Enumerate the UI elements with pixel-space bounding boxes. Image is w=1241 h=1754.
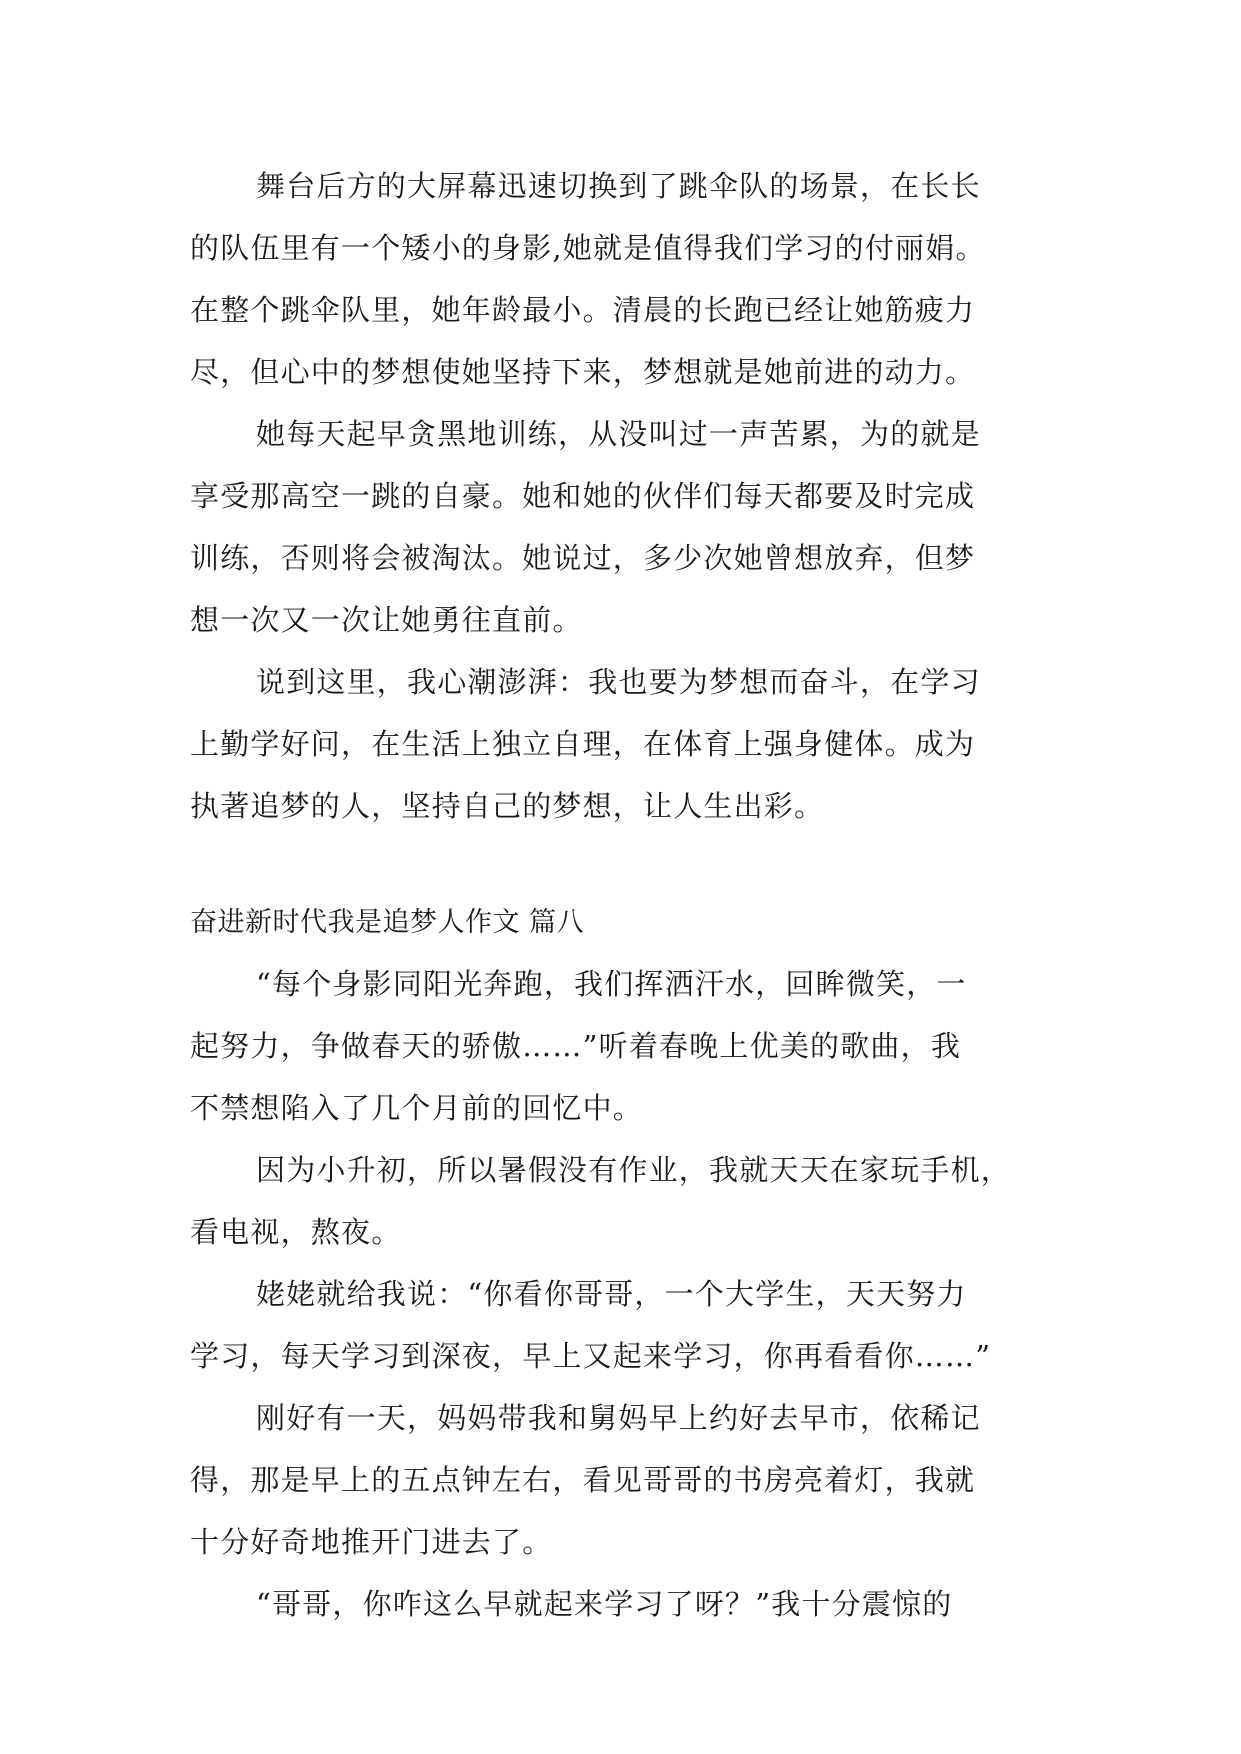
paragraph-line: 说到这里，我心潮澎湃：我也要为梦想而奋斗，在学习	[256, 665, 981, 699]
paragraph-line: 起努力，争做春天的骄傲……”听着春晚上优美的歌曲，我	[190, 1029, 962, 1063]
paragraph-line: 在整个跳伞队里，她年龄最小。清晨的长跑已经让她筋疲力	[190, 293, 976, 327]
paragraph-line: “哥哥，你咋这么早就起来学习了呀？”我十分震惊的	[256, 1587, 953, 1621]
paragraph-line: 舞台后方的大屏幕迅速切换到了跳伞队的场景，在长长	[256, 169, 981, 203]
paragraph-line: 执著追梦的人，坚持自己的梦想，让人生出彩。	[190, 789, 825, 823]
paragraph-line: 刚好有一天，妈妈带我和舅妈早上约好去早市，依稀记	[256, 1401, 981, 1435]
section-heading: 奋进新时代我是追梦人作文 篇八	[190, 907, 585, 938]
paragraph-line: 得，那是早上的五点钟左右，看见哥哥的书房亮着灯，我就	[190, 1463, 976, 1497]
paragraph-line: 想一次又一次让她勇往直前。	[190, 603, 583, 637]
paragraph-line: 学习，每天学习到深夜，早上又起来学习，你再看看你……”	[190, 1339, 992, 1373]
paragraph-line: 训练，否则将会被淘汰。她说过，多少次她曾想放弃，但梦	[190, 541, 976, 575]
paragraph-line: 她每天起早贪黑地训练，从没叫过一声苦累，为的就是	[256, 417, 981, 451]
paragraph-line: 不禁想陷入了几个月前的回忆中。	[190, 1091, 644, 1125]
paragraph-line: 因为小升初，所以暑假没有作业，我就天天在家玩手机，	[256, 1153, 1012, 1187]
paragraph-line: 十分好奇地推开门进去了。	[190, 1525, 553, 1559]
paragraph-line: 上勤学好问，在生活上独立自理，在体育上强身健体。成为	[190, 727, 976, 761]
paragraph-line: 看电视，熬夜。	[190, 1215, 402, 1249]
paragraph-line: 的队伍里有一个矮小的身影,她就是值得我们学习的付丽娟。	[190, 231, 986, 265]
paragraph-line: 尽，但心中的梦想使她坚持下来，梦想就是她前进的动力。	[190, 355, 976, 389]
paragraph-line: 姥姥就给我说：“你看你哥哥，一个大学生，天天努力	[256, 1277, 967, 1311]
paragraph-line: 享受那高空一跳的自豪。她和她的伙伴们每天都要及时完成	[190, 479, 976, 513]
paragraph-line: “每个身影同阳光奔跑，我们挥洒汗水，回眸微笑，一	[256, 967, 967, 1001]
